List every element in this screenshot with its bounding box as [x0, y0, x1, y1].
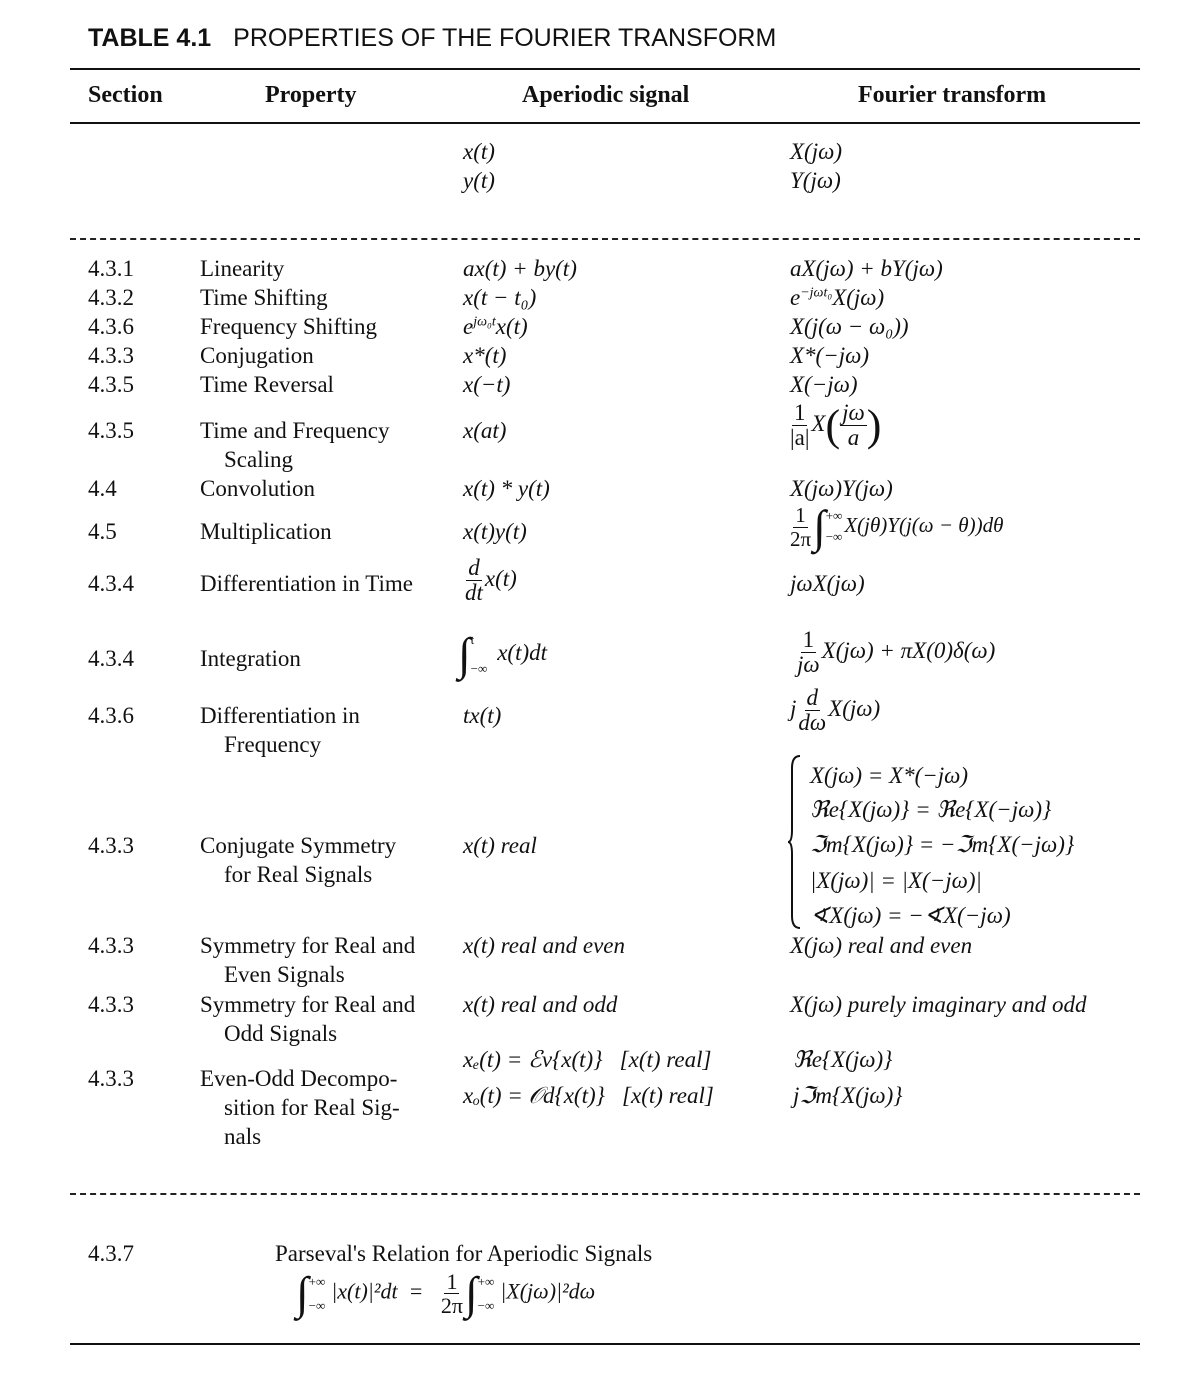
- dashed-divider-bottom: [70, 1193, 1140, 1195]
- row-property: Time and Frequency: [200, 418, 390, 443]
- base-transform-y: Y(jω): [790, 168, 841, 193]
- row-section: 4.3.1: [88, 256, 134, 281]
- upper-limit: t: [470, 632, 475, 647]
- fraction-denominator: |a|: [790, 425, 810, 450]
- constant-fraction: [788, 504, 813, 549]
- symmetry-line: |X(jω)| = |X(−jω)|: [810, 868, 982, 893]
- left-paren: (: [825, 401, 841, 450]
- row-section: 4.3.2: [88, 285, 134, 310]
- fraction-numerator: 1: [795, 503, 806, 528]
- fraction-numerator: 1: [802, 627, 815, 652]
- header-fourier-transform: Fourier transform: [858, 82, 1047, 108]
- row-signal: tx(t): [463, 703, 502, 728]
- row-property-cont: for Real Signals: [224, 862, 373, 887]
- row-property: Symmetry for Real and: [200, 992, 416, 1017]
- row-transform: X(j(ω − ω₀)): [790, 314, 909, 339]
- row-section: 4.4: [88, 476, 117, 501]
- row-property: Conjugate Symmetry: [200, 833, 397, 858]
- transform-body: X(jω): [828, 695, 881, 721]
- fraction-numerator: 1: [446, 1269, 458, 1294]
- row-transform: X(jω) real and even: [790, 933, 973, 958]
- row-property: Convolution: [200, 476, 316, 501]
- base-transform-x: X(jω): [790, 139, 842, 164]
- integral-limits: [471, 626, 488, 683]
- upper-limit: +∞: [477, 1274, 495, 1290]
- row-signal: [463, 314, 528, 340]
- symmetry-line: ℑm{X(jω)} = −ℑm{X(−jω)}: [810, 832, 1075, 857]
- top-rule: [70, 68, 1140, 70]
- row-transform: jℑm{X(jω)}: [793, 1083, 903, 1108]
- transform-body: X(jω): [832, 285, 885, 310]
- row-signal: x(t)y(t): [463, 519, 527, 544]
- row-transform: [788, 400, 881, 451]
- signal-body: x(t): [495, 314, 528, 339]
- bottom-rule: [70, 1343, 1140, 1345]
- row-signal: x(t) real and odd: [463, 992, 618, 1017]
- header-aperiodic-signal: Aperiodic signal: [522, 82, 690, 108]
- integral-limits: [478, 1270, 495, 1317]
- row-signal: [463, 556, 517, 605]
- lower-limit: −∞: [308, 1297, 326, 1313]
- row-transform: [790, 686, 880, 735]
- signal-body: x(t): [484, 565, 517, 591]
- lhs-integrand: |x(t)|²dt =: [331, 1278, 424, 1304]
- transform-prefix: j: [790, 695, 797, 721]
- row-signal: x(at): [463, 418, 507, 443]
- row-transform: X(jω) purely imaginary and odd: [790, 992, 1087, 1017]
- row-property-cont: Frequency: [224, 732, 322, 757]
- integrand: X(jθ)Y(j(ω − θ))dθ: [844, 512, 1004, 537]
- base-signal-y: y(t): [463, 168, 495, 193]
- row-section: 4.3.6: [88, 314, 134, 339]
- row-section: 4.5: [88, 519, 117, 544]
- row-section: 4.3.5: [88, 418, 134, 443]
- integral-limits: [826, 506, 843, 548]
- row-signal: x(t) real and even: [463, 933, 625, 958]
- integral-sign: ∫: [813, 501, 826, 552]
- row-signal: [458, 626, 547, 683]
- lower-limit: −∞: [477, 1297, 495, 1313]
- row-section: 4.3.6: [88, 703, 134, 728]
- header-section: Section: [88, 82, 163, 108]
- row-section: 4.3.3: [88, 933, 134, 958]
- row-property: Integration: [200, 646, 301, 671]
- lower-limit: −∞: [825, 529, 843, 544]
- row-property: Differentiation in: [200, 703, 360, 728]
- row-property: Linearity: [200, 256, 285, 281]
- row-section: 4.3.4: [88, 646, 134, 671]
- row-transform: X(jω)Y(jω): [790, 476, 893, 501]
- rhs-integrand: |X(jω)|²dω: [500, 1278, 596, 1304]
- row-transform: [788, 501, 1004, 552]
- base-signal-x: x(t): [463, 139, 495, 164]
- header-rule: [70, 122, 1140, 124]
- row-property: Time Reversal: [200, 372, 334, 397]
- row-property: Even-Odd Decompo-: [200, 1066, 398, 1091]
- table-title-text: PROPERTIES OF THE FOURIER TRANSFORM: [233, 24, 777, 52]
- exp-base: e: [463, 314, 474, 339]
- constant-fraction: [439, 1270, 465, 1317]
- header-property: Property: [265, 82, 357, 108]
- symmetry-line: ℜe{X(jω)} = ℜe{X(−jω)}: [810, 797, 1052, 822]
- fraction-denominator: 2π: [440, 1293, 464, 1319]
- fraction-denominator: 2π: [790, 526, 812, 551]
- exp-power: jω₀t: [473, 314, 496, 330]
- row-property-cont: Odd Signals: [224, 1021, 338, 1046]
- curly-brace: [788, 754, 802, 930]
- exp-power: −jωt₀: [800, 285, 833, 301]
- transform-symbol: X: [811, 410, 826, 436]
- row-signal: x(t) * y(t): [463, 476, 550, 501]
- row-section: 4.3.3: [88, 343, 134, 368]
- fraction-numerator: d: [468, 555, 480, 580]
- fraction-numerator: 1: [793, 399, 806, 425]
- parseval-equation: [296, 1267, 596, 1319]
- symmetry-line: ∢X(jω) = −∢X(−jω): [810, 903, 1011, 928]
- row-transform: X*(−jω): [790, 343, 870, 368]
- row-transform: jωX(jω): [790, 571, 865, 596]
- row-property-cont: Scaling: [224, 447, 293, 472]
- row-signal: xₒ(t) = 𝒪d{x(t)} [x(t) real]: [463, 1083, 714, 1108]
- upper-limit: +∞: [825, 508, 843, 524]
- row-signal: ax(t) + by(t): [463, 256, 577, 281]
- integral-limits: [309, 1270, 326, 1317]
- row-section: 4.3.4: [88, 571, 134, 596]
- symmetry-line: X(jω) = X*(−jω): [810, 763, 969, 788]
- fraction-denominator: dω: [798, 710, 827, 736]
- row-property-cont: Even Signals: [224, 962, 345, 987]
- row-signal: x(t) real: [463, 833, 537, 858]
- row-property-cont: nals: [224, 1124, 262, 1149]
- lower-limit: −∞: [470, 660, 488, 676]
- row-signal: x(−t): [463, 372, 511, 397]
- row-transform: [790, 285, 884, 311]
- integral-sign: ∫: [296, 1267, 309, 1319]
- row-signal: x*(t): [463, 343, 507, 368]
- row-transform: X(−jω): [790, 372, 858, 397]
- fraction-numerator: d: [806, 685, 819, 710]
- row-section: 4.3.3: [88, 833, 134, 858]
- integral-fraction: [795, 628, 822, 677]
- upper-limit: +∞: [308, 1274, 326, 1290]
- fraction-denominator: a: [847, 425, 860, 450]
- row-signal: xₑ(t) = ℰv{x(t)} [x(t) real]: [463, 1047, 712, 1072]
- scale-fraction: [788, 401, 811, 450]
- row-transform: ℜe{X(jω)}: [793, 1047, 893, 1072]
- row-property: Symmetry for Real and: [200, 933, 416, 958]
- row-transform: [795, 628, 995, 677]
- transform-body: X(jω) + πX(0)δ(ω): [821, 637, 996, 663]
- row-section: 4.3.3: [88, 992, 134, 1017]
- parseval-caption: Parseval's Relation for Aperiodic Signals: [275, 1241, 653, 1266]
- row-property: Time Shifting: [200, 285, 328, 310]
- table-title: [88, 24, 776, 53]
- argument-fraction: [840, 401, 867, 450]
- fraction-denominator: jω: [797, 652, 820, 678]
- row-transform: aX(jω) + bY(jω): [790, 256, 943, 281]
- row-section: 4.3.5: [88, 372, 134, 397]
- row-property: Conjugation: [200, 343, 314, 368]
- integrand: x(t)dt: [497, 639, 548, 665]
- right-paren: ): [866, 401, 882, 450]
- row-property-cont: sition for Real Sig-: [224, 1095, 400, 1120]
- exp-base: e: [790, 285, 801, 310]
- parseval-section: 4.3.7: [88, 1241, 134, 1266]
- derivative-fraction: [796, 686, 828, 735]
- row-property: Frequency Shifting: [200, 314, 377, 339]
- integral-sign: ∫: [458, 628, 471, 680]
- fraction-denominator: dt: [465, 580, 483, 606]
- table-number: TABLE 4.1: [88, 24, 212, 52]
- row-property: Differentiation in Time: [200, 571, 413, 596]
- derivative-fraction: [463, 556, 485, 605]
- row-property: Multiplication: [200, 519, 332, 544]
- row-section: 4.3.3: [88, 1066, 134, 1091]
- fraction-numerator: jω: [842, 399, 865, 425]
- row-signal: x(t − t₀): [463, 285, 537, 310]
- integral-sign: ∫: [465, 1267, 478, 1319]
- dashed-divider-top: [70, 238, 1140, 240]
